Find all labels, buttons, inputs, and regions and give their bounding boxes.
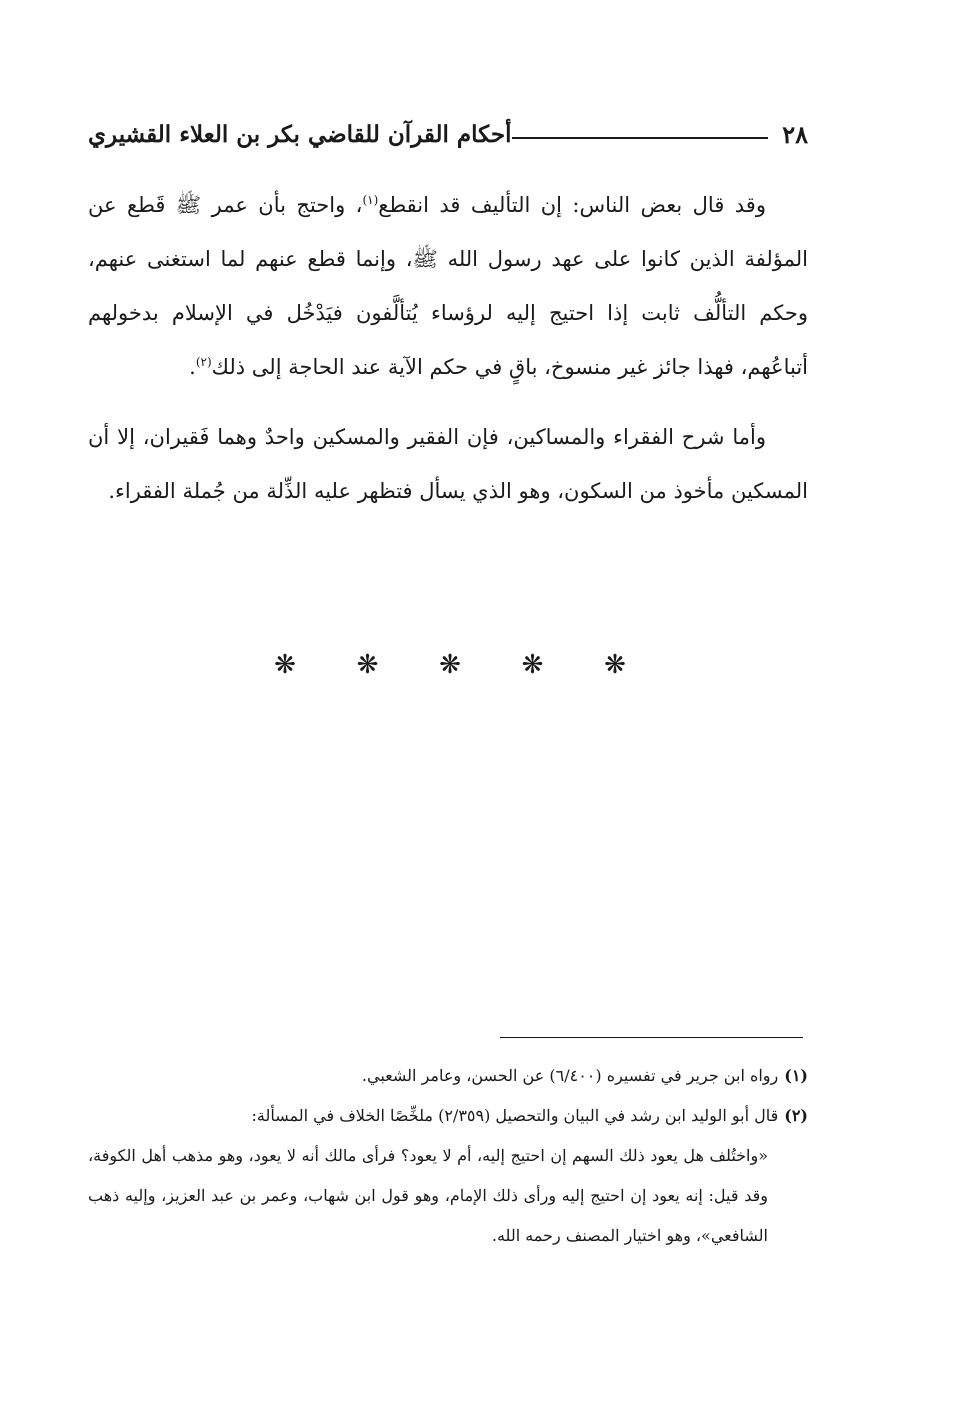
main-text <box>88 178 808 518</box>
footnote-2-quote: «واختُلف هل يعود ذلك السهم إن احتيج إليه، أم لا يعود؟ فرأى مالك أنه لا يعود، وهو مذهب أهل الكوفة، وقد قيل: إنه يعود إن احتيج إليه ورأى ذلك الإمام، وهو قول ابن شهاب، وعمر بن عبد العزيز، وإليه ذهب الشافعي»، وهو اختيار المصنف رحمه الله. <box>88 1146 769 1245</box>
footnote-2 <box>88 1096 808 1136</box>
header-rule <box>512 137 769 139</box>
paragraph-2: وأما شرح الفقراء والمساكين، فإن الفقير والمسكين واحدٌ وهما فَقيران، إلا أن المسكين مأخوذ من السكون، وهو الذي يسأل فتظهر عليه الذِّلة من جُملة الفقراء. <box>88 425 808 503</box>
paragraph-1-text-a: وقد قال بعض الناس: إن التأليف قد انقطع <box>378 193 766 217</box>
footnotes <box>88 1056 808 1256</box>
footnote-1-number: (١) <box>784 1066 808 1085</box>
ornament-icon: ❋ <box>604 650 626 680</box>
page-header <box>88 112 808 156</box>
paragraph-1-text-b: ، واحتج بأن عمر ﷺ قَطع عن المؤلفة الذين كانوا على عهد رسول الله ﷺ، وإنما قطع عنهم لما استغنى عنهم، وحكم التألُّف ثابت إذا احتيج إليه لرؤساء يُتألَّفون فيَدْخُل في الإسلام بدخولهم أتباعُهم، فهذا جائز غير منسوخ، باقٍ في حكم الآية عند الحاجة إلى ذلك <box>88 193 808 379</box>
footnote-ref-2: (٢) <box>195 355 212 369</box>
footnote-ref-1: (١) <box>362 193 379 207</box>
ornament-icon: ❋ <box>521 650 544 680</box>
paragraph-1 <box>88 178 808 394</box>
running-title: أحكام القرآن للقاضي بكر بن العلاء القشيري <box>88 120 512 148</box>
ornament-icon: ❋ <box>356 650 379 680</box>
footnote-1-text: رواه ابن جرير في تفسيره (٦/٤٠٠) عن الحسن، وعامر الشعبي. <box>361 1066 779 1085</box>
ornament-icon: ❋ <box>274 650 296 680</box>
section-separator <box>270 645 630 685</box>
footnote-2-text: قال أبو الوليد ابن رشد في البيان والتحصيل (٢/٣٥٩) ملخِّصًا الخلاف في المسألة: <box>251 1106 779 1125</box>
footnote-1 <box>88 1056 808 1096</box>
ornament-icon: ❋ <box>439 650 461 680</box>
footnote-divider <box>500 1037 803 1038</box>
footnote-2-number: (٢) <box>784 1106 808 1125</box>
paragraph-1-end: . <box>189 355 196 379</box>
page-number: ٢٨ <box>782 119 808 149</box>
